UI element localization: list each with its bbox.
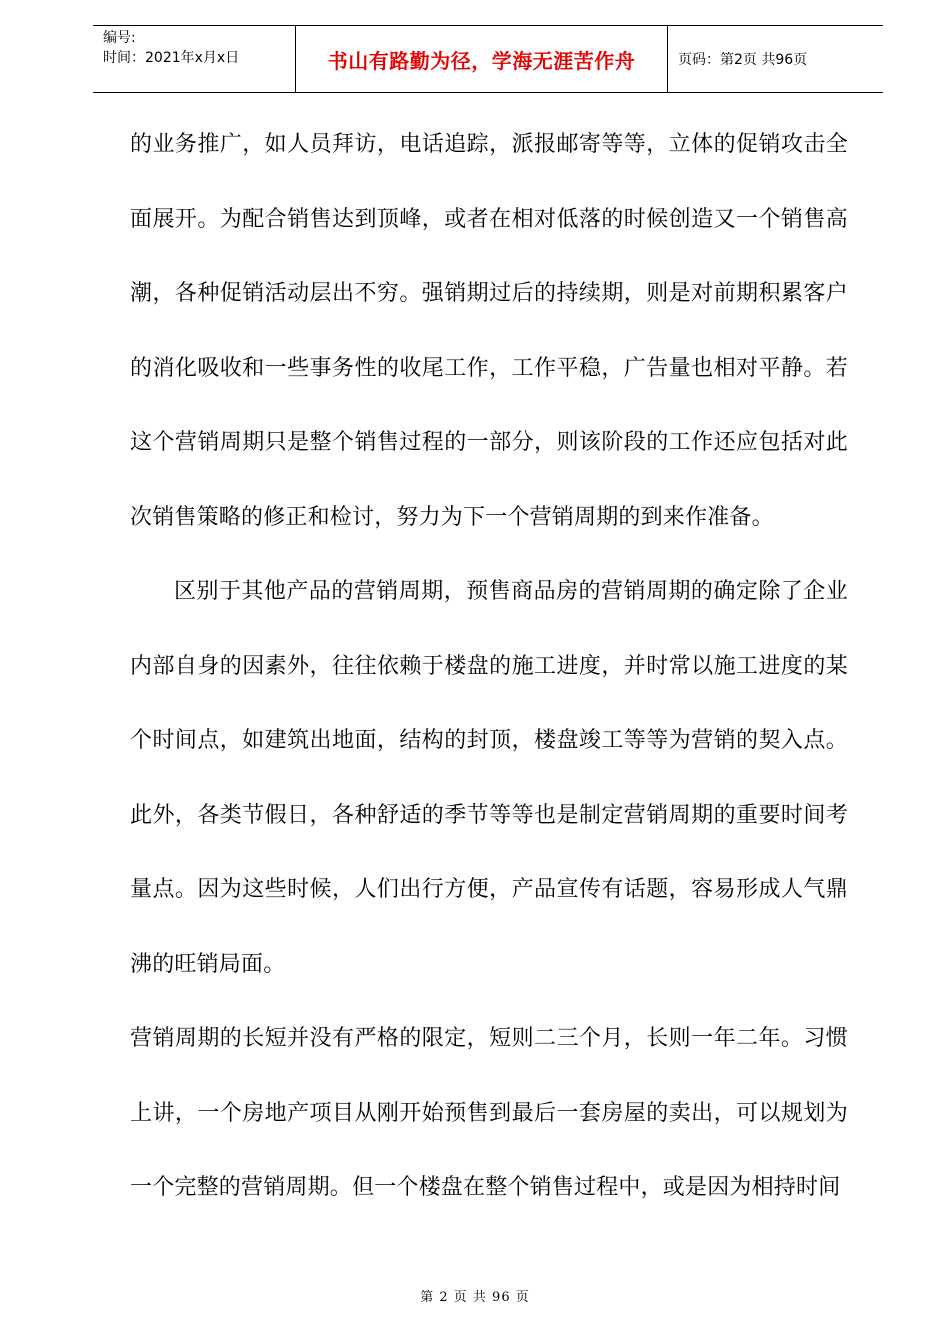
header-motto: 书山有路勤为径，学海无涯苦作舟 xyxy=(296,26,668,92)
document-body xyxy=(130,108,848,1226)
body-paragraph-3: 营销周期的长短并没有严格的限定，短则二三个月，长则一年二年。习惯上讲，一个房地产项目从刚开始预售到最后一套房屋的卖出，可以规划为一个完整的营销周期。但一个楼盘在整个销售过程中，或是因为相持时间 xyxy=(130,1026,848,1200)
body-paragraph-1: 的业务推广，如人员拜访，电话追踪，派报邮寄等等，立体的促销攻击全面展开。为配合销售达到顶峰，或者在相对低落的时候创造又一个销售高潮，各种促销活动层出不穷。强销期过后的持续期，则是对前期积累客户的消化吸收和一些事务性的收尾工作，工作平稳，广告量也相对平静。若这个营销周期只是整个销售过程的一部分，则该阶段的工作还应包括对此次销售策略的修正和检讨，努力为下一个营销周期的到来作准备。 xyxy=(130,132,848,530)
body-paragraph-2: 区别于其他产品的营销周期，预售商品房的营销周期的确定除了企业内部自身的因素外，往往依赖于楼盘的施工进度，并时常以施工进度的某个时间点，如建筑出地面，结构的封顶，楼盘竣工等等为营销的契入点。此外，各类节假日，各种舒适的季节等等也是制定营销周期的重要时间考量点。因为这些时候，人们出行方便，产品宣传有话题，容易形成人气鼎沸的旺销局面。 xyxy=(130,579,848,977)
page-footer: 第 2 页 共 96 页 xyxy=(420,1290,530,1305)
document-number-label: 编号: xyxy=(103,30,136,46)
document-time-label: 时间：2021年x月x日 xyxy=(103,50,240,66)
header-page-info: 页码：第2页 共96页 xyxy=(678,52,808,68)
header-meta-cell xyxy=(93,26,296,92)
page-header xyxy=(93,25,883,93)
